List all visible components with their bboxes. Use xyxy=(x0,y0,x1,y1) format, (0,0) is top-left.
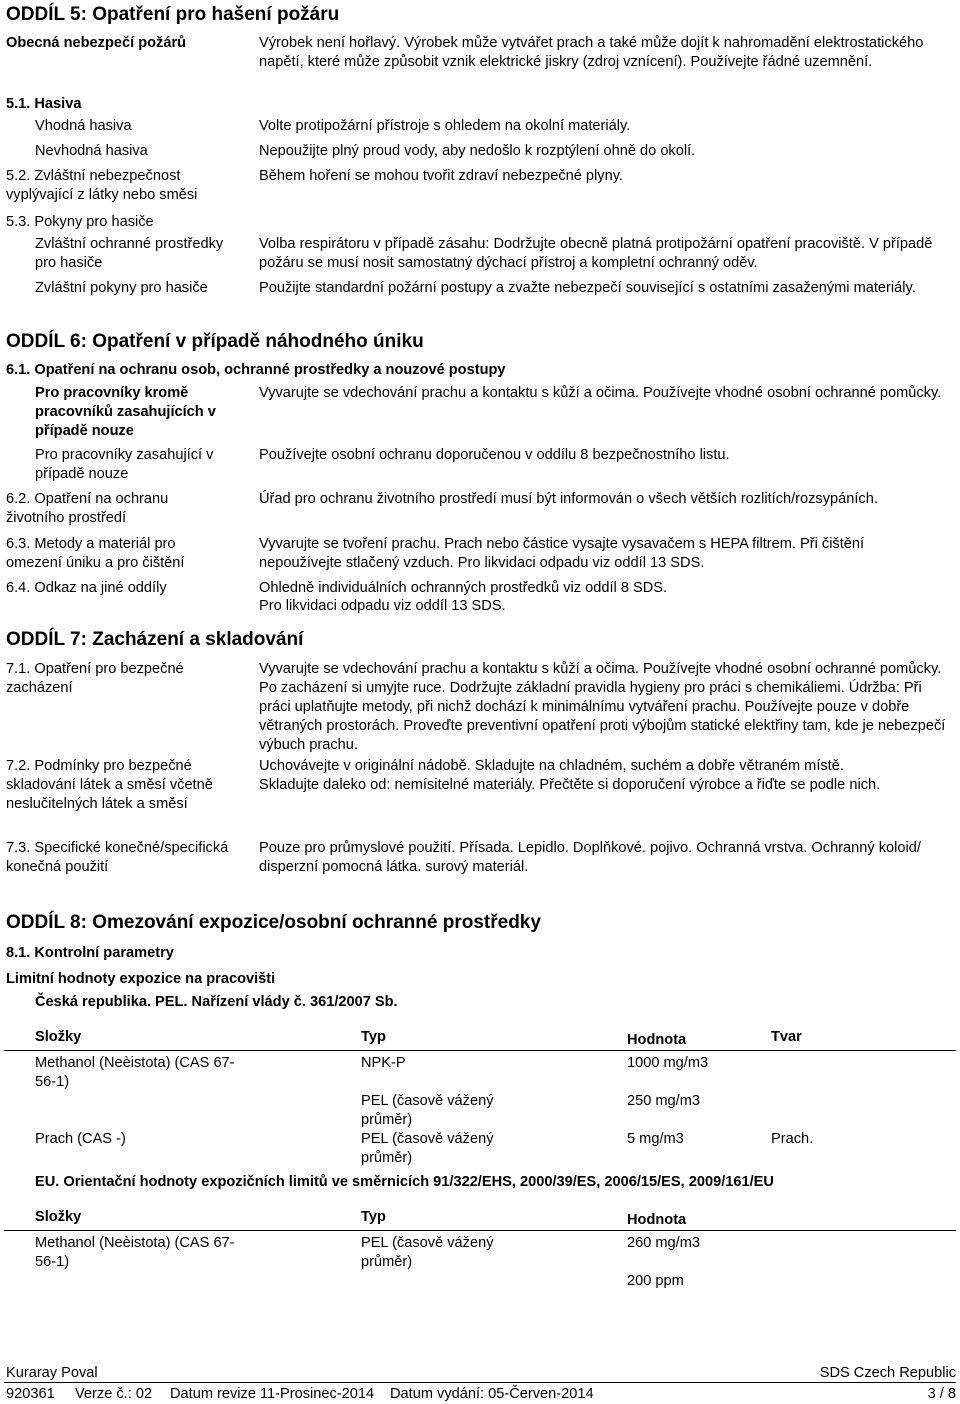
firefighter-ppe-text: Volba respirátoru v případě zásahu: Dodržujte obecně platná protipožární opatření pracoviště. V případě požáru se musí nosit samostatný dýchací přístroj a kompletní ochranný oděv. xyxy=(259,236,933,271)
table2-header-components: Složky xyxy=(35,1209,82,1225)
section-7-1-label: 7.1. Opatření pro bezpečné zacházení xyxy=(6,661,184,696)
table1-r1-value-1: 1000 mg/m3 xyxy=(627,1055,709,1071)
footer-rule xyxy=(4,1382,956,1383)
section-5-3-label: 5.3. Pokyny pro hasiče xyxy=(6,214,154,230)
firefighter-instr-text: Použijte standardní požární postupy a zvažte nebezpečí související s ostatními zasaženými materiály. xyxy=(259,280,916,296)
suitable-media-label: Vhodná hasiva xyxy=(35,118,132,134)
section-7-3-label: 7.3. Specifické konečné/specifická konečná použití xyxy=(6,840,229,875)
general-hazards-text: Výrobek není hořlavý. Výrobek může vytvářet prach a také může dojít k nahromadění elektrostatického napětí, které může způsobit vznik elektrické jiskry (zdroj vznícení). Používejte řádné uzemnění. xyxy=(259,35,924,70)
section-7-1-text: Vyvarujte se vdechování prachu a kontaktu s kůží a očima. Používejte vhodné osobní ochranné pomůcky. Po zacházení si umyjte ruce. Dodržujte základní pravidla hygieny pro práci s chemikáliemi. Údržba: Při práci uplatňujte metody, při nichž dochází k minimálnímu vytváření prachu. Používejte pouze v dobře větraných prostorách. Proveďte preventivní opatření proti výbojům statické elektřiny tam, kde je nebezpečí výbuch prachu. xyxy=(259,661,946,753)
footer-issue-date: Datum vydání: 05-Červen-2014 xyxy=(390,1386,594,1402)
section-8-title: ODDÍL 8: Omezování expozice/osobní ochranné prostředky xyxy=(6,912,541,933)
section-6-2-text: Úřad pro ochranu životního prostředí musí být informován o všech větších rozlitích/rozsypáních. xyxy=(259,491,878,507)
table1-header-value: Hodnota xyxy=(627,1032,687,1048)
table1-r1-type-1: NPK-P xyxy=(361,1055,406,1071)
table1-r1-type-2: PEL (časově vážený průměr) xyxy=(361,1093,494,1128)
table2-header-rule xyxy=(4,1230,956,1231)
section-7-2-label: 7.2. Podmínky pro bezpečné skladování látek a směsí včetně neslučitelných látek a směsí xyxy=(6,758,213,812)
table1-r1-value-2: 250 mg/m3 xyxy=(627,1093,701,1109)
table2-r1-component: Methanol (Neèistota) (CAS 67-56-1) xyxy=(35,1235,235,1270)
section-6-2-label: 6.2. Opatření na ochranu životního prostředí xyxy=(6,491,169,526)
general-hazards-label: Obecná nebezpečí požárů xyxy=(6,35,187,51)
suitable-media-text: Volte protipožární přístroje s ohledem na okolní materiály. xyxy=(259,118,631,134)
footer-doc-type: SDS Czech Republic xyxy=(819,1365,956,1381)
footer-revision-date: Datum revize 11-Prosinec-2014 xyxy=(170,1386,375,1402)
section-5-title: ODDÍL 5: Opatření pro hašení požáru xyxy=(6,4,340,25)
section-7-2-text-2: Skladujte daleko od: nemísitelné materiály. Přečtěte si doporučení výrobce a řiďte se podle nich. xyxy=(259,777,881,793)
table2-r1-value-1: 260 mg/m3 xyxy=(627,1235,701,1251)
section-6-title: ODDÍL 6: Opatření v případě náhodného úniku xyxy=(6,331,424,352)
table2-r1-value-2: 200 ppm xyxy=(627,1273,684,1289)
section-6-3-label: 6.3. Metody a materiál pro omezení úniku a pro čištění xyxy=(6,536,185,571)
section-6-4-label: 6.4. Odkaz na jiné oddíly xyxy=(6,580,167,596)
footer-page-number: 3 / 8 xyxy=(927,1386,956,1402)
table1-header-type: Typ xyxy=(361,1029,386,1045)
section-7-3-text: Pouze pro průmyslové použití. Přísada. Lepidlo. Doplňkové. pojivo. Ochranná vrstva. Ochranný koloid/ disperzní pomocná látka. surový materiál. xyxy=(259,840,921,875)
footer-product-code: 920361 xyxy=(6,1386,55,1402)
emergency-label: Pro pracovníky zasahující v případě nouze xyxy=(35,447,214,482)
section-8-1-label: 8.1. Kontrolní parametry xyxy=(6,945,174,961)
firefighter-instr-label: Zvláštní pokyny pro hasiče xyxy=(35,280,208,296)
non-emergency-text: Vyvarujte se vdechování prachu a kontaktu s kůží a očima. Používejte vhodné osobní ochranné pomůcky. xyxy=(259,385,942,401)
section-7-2-text-1: Uchovávejte v originální nádobě. Skladujte na chladném, suchém a dobře větraném místě. xyxy=(259,758,844,774)
cz-regulation-label: Česká republika. PEL. Nařízení vlády č. 361/2007 Sb. xyxy=(35,994,398,1010)
limits-label: Limitní hodnoty expozice na pracovišti xyxy=(6,971,276,987)
table1-r2-form-1: Prach. xyxy=(771,1131,814,1147)
section-6-4-text-1: Ohledně individuálních ochranných prostředků viz oddíl 8 SDS. xyxy=(259,580,668,596)
table1-header-components: Složky xyxy=(35,1029,82,1045)
table2-header-type: Typ xyxy=(361,1209,386,1225)
footer-version: Verze č.: 02 xyxy=(75,1386,153,1402)
table1-r2-component: Prach (CAS -) xyxy=(35,1131,126,1147)
emergency-text: Používejte osobní ochranu doporučenou v oddílu 8 bezpečnostního listu. xyxy=(259,447,730,463)
section-5-2-label: 5.2. Zvláštní nebezpečnost vyplývající z látky nebo směsi xyxy=(6,168,198,203)
table1-header-rule xyxy=(4,1050,956,1051)
table1-r2-type-1: PEL (časově vážený průměr) xyxy=(361,1131,494,1166)
table1-r2-value-1: 5 mg/m3 xyxy=(627,1131,684,1147)
section-5-1-label: 5.1. Hasiva xyxy=(6,96,82,112)
table2-header-value: Hodnota xyxy=(627,1212,687,1228)
footer-company: Kuraray Poval xyxy=(6,1365,98,1381)
section-6-3-text: Vyvarujte se tvoření prachu. Prach nebo částice vysajte vysavačem s HEPA filtrem. Při čištění nepoužívejte stlačený vzduch. Pro likvidaci odpadu viz oddíl 13 SDS. xyxy=(259,536,865,571)
table1-header-form: Tvar xyxy=(771,1029,802,1045)
section-5-2-text: Během hoření se mohou tvořit zdraví nebezpečné plyny. xyxy=(259,168,623,184)
table2-r1-type-1: PEL (časově vážený průměr) xyxy=(361,1235,494,1270)
section-6-4-text-2: Pro likvidaci odpadu viz oddíl 13 SDS. xyxy=(259,598,506,614)
eu-regulation-label: EU. Orientační hodnoty expozičních limitů ve směrnicích 91/322/EHS, 2000/39/ES, 2006/15/ES, 2009/161/EU xyxy=(35,1174,774,1190)
unsuitable-media-text: Nepoužijte plný proud vody, aby nedošlo k rozptýlení ohně do okolí. xyxy=(259,143,696,159)
firefighter-ppe-label: Zvláštní ochranné prostředky pro hasiče xyxy=(35,236,224,271)
unsuitable-media-label: Nevhodná hasiva xyxy=(35,143,148,159)
section-6-1-label: 6.1. Opatření na ochranu osob, ochranné prostředky a nouzové postupy xyxy=(6,362,506,378)
non-emergency-label: Pro pracovníky kromě pracovníků zasahujících v případě nouze xyxy=(35,385,216,439)
table1-r1-component: Methanol (Neèistota) (CAS 67-56-1) xyxy=(35,1055,235,1090)
section-7-title: ODDÍL 7: Zacházení a skladování xyxy=(6,629,304,650)
